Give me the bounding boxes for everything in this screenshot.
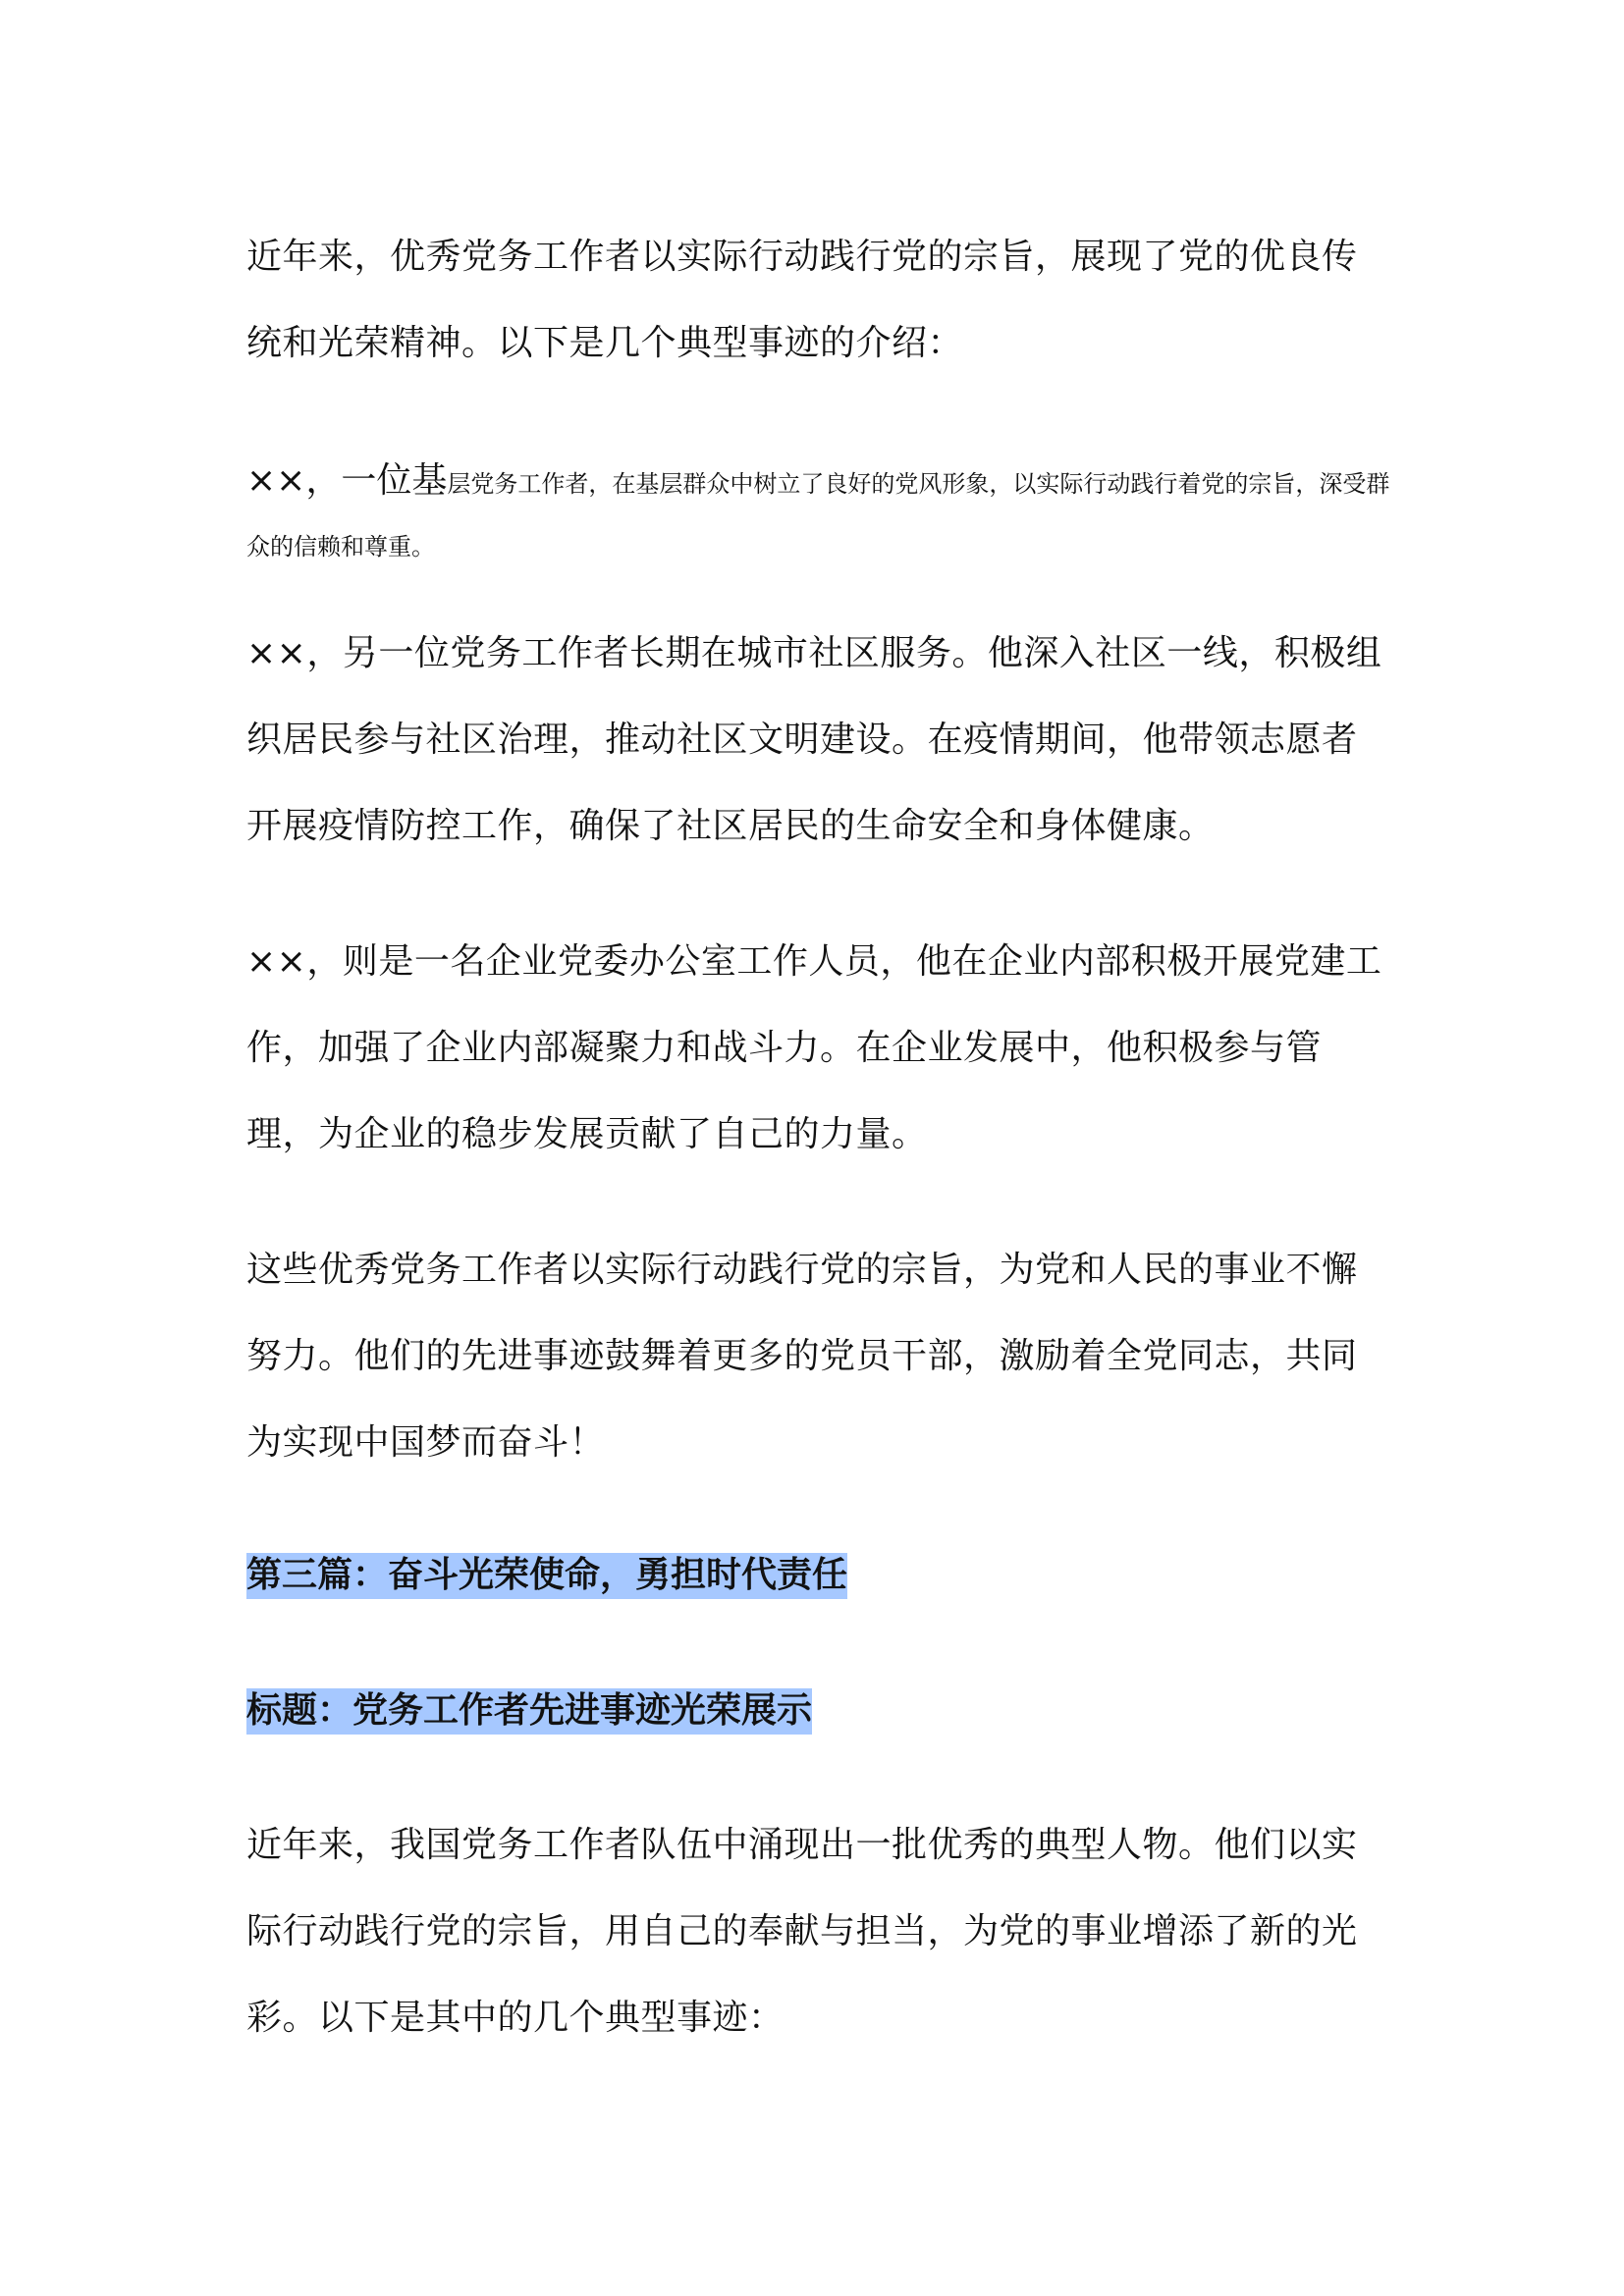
paragraph-case-3: ××，则是一名企业党委办公室工作人员，他在企业内部积极开展党建工作，加强了企业内部凝聚力和战斗力。在企业发展中，他积极参与管理，为企业的稳步发展贡献了自己的力量。: [246, 941, 1382, 1154]
paragraph-intro: 近年来，优秀党务工作者以实际行动践行党的宗旨，展现了党的优良传统和光荣精神。以下是几个典型事迹的介绍：: [246, 237, 1358, 363]
paragraph-section-intro: 近年来，我国党务工作者队伍中涌现出一批优秀的典型人物。他们以实际行动践行党的宗旨，用自己的奉献与担当，为党的事业增添了新的光彩。以下是其中的几个典型事迹：: [246, 1825, 1358, 2038]
section-heading-text: 第三篇：奋斗光荣使命，勇担时代责任: [246, 1553, 847, 1599]
paragraph-case-2: ××，另一位党务工作者长期在城市社区服务。他深入社区一线，积极组织居民参与社区治理，推动社区文明建设。在疫情期间，他带领志愿者开展疫情防控工作，确保了社区居民的生命安全和身体健康。: [246, 633, 1382, 846]
paragraph-case-1-lead: ××，一位基: [246, 460, 448, 501]
paragraph-summary: 这些优秀党务工作者以实际行动践行党的宗旨，为党和人民的事业不懈努力。他们的先进事迹鼓舞着更多的党员干部，激励着全党同志，共同为实现中国梦而奋斗！: [246, 1250, 1358, 1463]
paragraph-case-1: [246, 450, 1405, 578]
section-heading: [246, 1551, 847, 1600]
title-heading: [246, 1686, 812, 1735]
title-heading-text: 标题：党务工作者先进事迹光荣展示: [246, 1688, 812, 1735]
paragraph-case-1-body: 层党务工作者，在基层群众中树立了良好的党风形象，以实际行动践行着党的宗旨，深受群众的信赖和尊重。: [246, 470, 1390, 561]
